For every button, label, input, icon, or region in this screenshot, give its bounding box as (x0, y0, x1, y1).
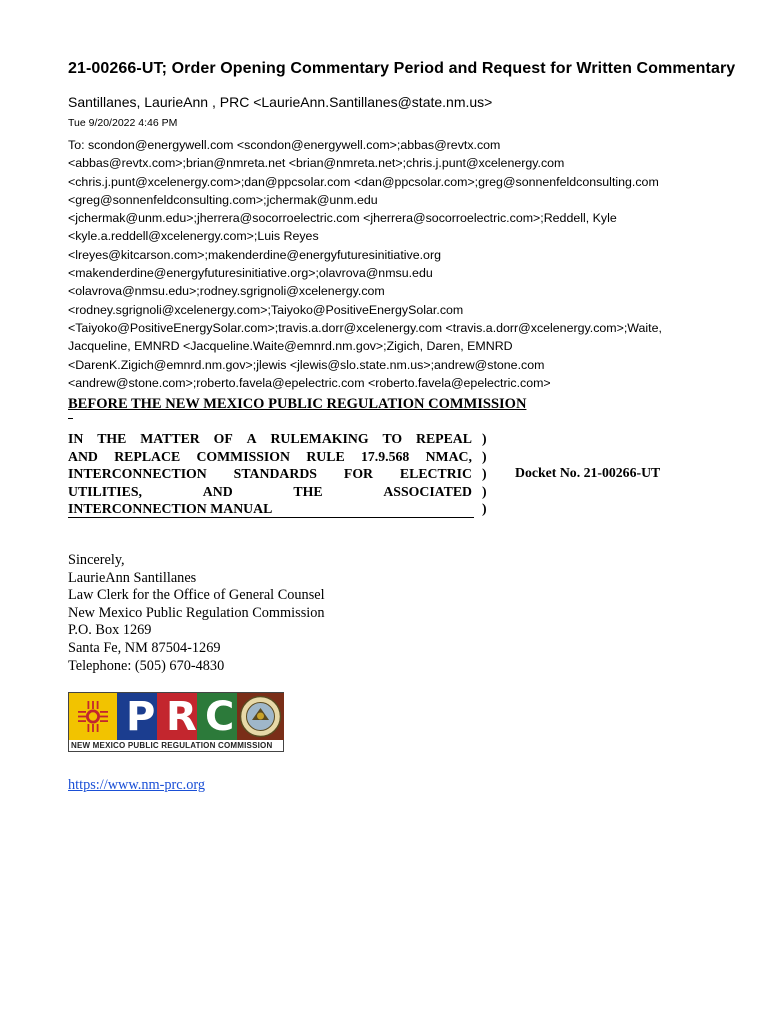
caption-word: THE (97, 431, 127, 446)
signature-block (68, 552, 325, 675)
recipient-line: <kyle.a.reddell@xcelenergy.com>;Luis Reyes (68, 229, 319, 244)
signature-line: Law Clerk for the Office of General Counsel (68, 587, 325, 604)
logo-yellow-band (69, 693, 117, 740)
signature-line: Sincerely, (68, 552, 125, 568)
paren: ) (482, 448, 487, 464)
caption-line (68, 430, 472, 448)
logo-caption: NEW MEXICO PUBLIC REGULATION COMMISSION (71, 741, 273, 750)
recipient-line: <chris.j.punt@xcelenergy.com>;dan@ppcsolar.com <dan@ppcsolar.com>;greg@sonnenfeldconsulting.com (68, 174, 659, 189)
signature-line: Telephone: (505) 670-4830 (68, 657, 225, 674)
recipient-list (68, 136, 708, 392)
recipient-line: <DarenK.Zigich@emnrd.nm.gov>;jlewis <jlewis@slo.state.nm.us>;andrew@stone.com (68, 357, 545, 372)
caption-word: A (246, 431, 257, 446)
paren: ) (482, 483, 487, 499)
caption-word: COMMISSION (196, 448, 290, 464)
logo-red-band (157, 693, 197, 740)
caption-line (68, 483, 472, 501)
caption-word: AND (68, 448, 98, 464)
caption-word: STANDARDS (233, 466, 317, 482)
logo-blue-band (117, 693, 157, 740)
state-seal-icon (237, 693, 284, 740)
website-link[interactable]: https://www.nm-prc.org (68, 777, 205, 793)
recipient-line: <makenderdine@energyfuturesinitiative.org>;olavrova@nmsu.edu (68, 266, 433, 281)
caption-word: RULEMAKING (270, 431, 369, 446)
caption-word: RULE (306, 448, 345, 464)
commission-heading: BEFORE THE NEW MEXICO PUBLIC REGULATION COMMISSION (68, 396, 527, 412)
zia-sun-icon (69, 693, 117, 740)
caption-word: AND (202, 483, 233, 499)
recipient-line: <rodney.sgrignoli@xcelenergy.com>;Taiyoko@PositiveEnergySolar.com (68, 302, 464, 317)
caption-word: OF (213, 431, 233, 446)
signature-line: Santa Fe, NM 87504-1269 (68, 639, 221, 656)
caption-word: NMAC, (425, 448, 472, 464)
paren: ) (482, 431, 487, 446)
logo-brown-band (237, 693, 284, 740)
paren: ) (482, 466, 487, 482)
recipient-line: <lreyes@kitcarson.com>;makenderdine@energyfuturesinitiative.org (68, 247, 441, 262)
caption-word: ASSOCIATED (383, 483, 472, 499)
caption-word: TO (382, 431, 403, 446)
email-subject: 21-00266-UT; Order Opening Commentary Period and Request for Written Commentary (68, 60, 736, 77)
caption-line (68, 465, 472, 483)
caption-word: INTERCONNECTION MANUAL (68, 501, 273, 517)
prc-logo (68, 692, 284, 752)
recipient-line: <Taiyoko@PositiveEnergySolar.com>;travis.a.dorr@xcelenergy.com <travis.a.dorr@xcelenergy.com>;Waite, (68, 320, 662, 335)
caption-underline (68, 517, 474, 518)
recipient-line: Jacqueline, EMNRD <Jacqueline.Waite@emnrd.nm.gov>;Zigich, Daren, EMNRD (68, 339, 513, 354)
email-sender[interactable]: Santillanes, LaurieAnn , PRC <LaurieAnn.Santillanes@state.nm.us> (68, 94, 493, 110)
divider-mark (68, 418, 73, 419)
signature-line: P.O. Box 1269 (68, 622, 152, 639)
caption-word: REPLACE (114, 448, 181, 464)
caption-word: ELECTRIC (399, 466, 472, 482)
caption-word: THE (293, 483, 323, 499)
logo-letter: P (126, 694, 156, 740)
docket-number: Docket No. 21-00266-UT (515, 465, 661, 480)
signature-line: LaurieAnn Santillanes (68, 569, 197, 586)
logo-green-band (197, 693, 237, 740)
caption-line (68, 448, 472, 466)
caption-line (68, 500, 472, 518)
caption-word: 17.9.568 (360, 448, 410, 464)
caption-parens (482, 430, 487, 518)
caption-word: REPEAL (416, 431, 472, 446)
caption-word: FOR (343, 466, 374, 482)
caption-word: INTERCONNECTION (68, 466, 207, 482)
recipient-line: <jchermak@unm.edu>;jherrera@socorroelectric.com <jherrera@socorroelectric.com>;Reddell, Kyle (68, 211, 617, 226)
signature-line: New Mexico Public Regulation Commission (68, 604, 325, 621)
paren: ) (482, 501, 487, 517)
email-date: Tue 9/20/2022 4:46 PM (68, 117, 178, 129)
caption-word: UTILITIES, (68, 483, 143, 499)
logo-letter: C (205, 694, 235, 740)
caption-word: IN (68, 431, 84, 446)
recipient-line: <abbas@revtx.com>;brian@nmreta.net <brian@nmreta.net>;chris.j.punt@xcelenergy.com (68, 156, 565, 171)
recipient-line: <greg@sonnenfeldconsulting.com>;jchermak@unm.edu (68, 192, 378, 207)
caption-word: MATTER (140, 431, 200, 446)
recipient-line: <andrew@stone.com>;roberto.favela@epelectric.com <roberto.favela@epelectric.com> (68, 375, 551, 390)
case-caption (68, 430, 472, 518)
logo-letter: R (166, 694, 197, 740)
recipient-line: To: scondon@energywell.com <scondon@energywell.com>;abbas@revtx.com (68, 138, 501, 152)
recipient-line: <olavrova@nmsu.edu>;rodney.sgrignoli@xcelenergy.com (68, 284, 385, 299)
